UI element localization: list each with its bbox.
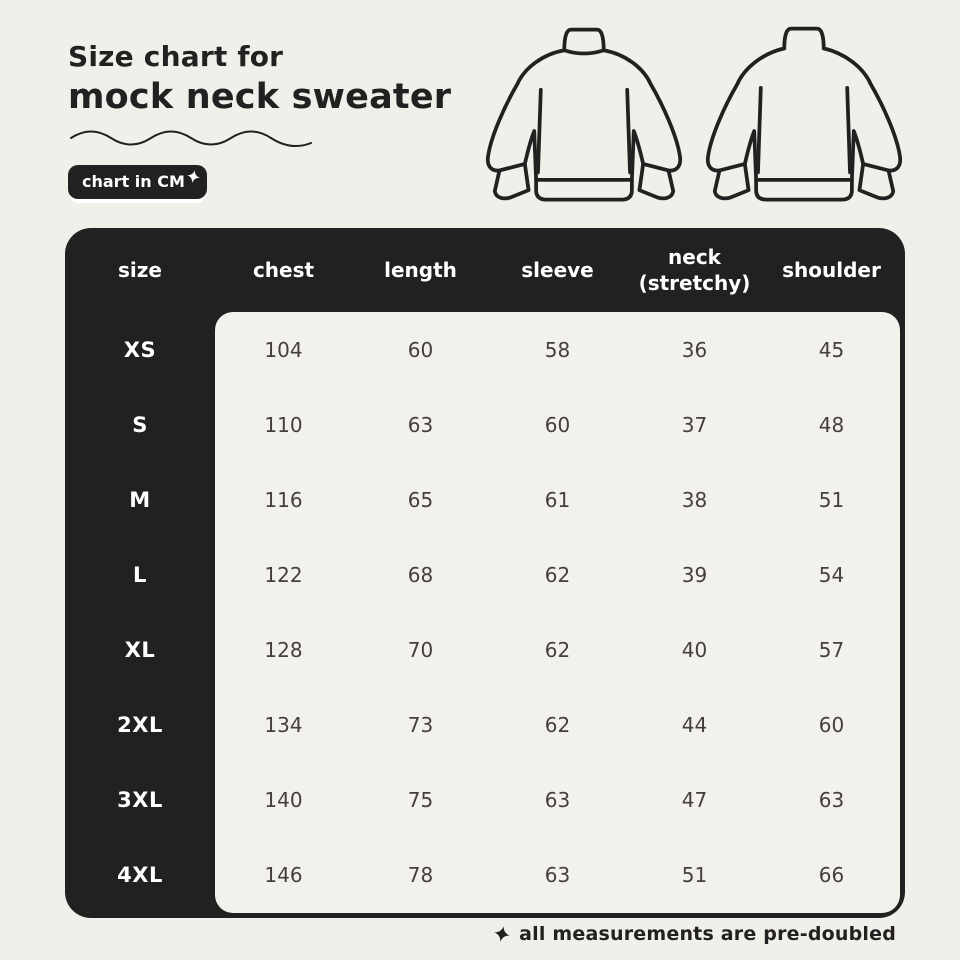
header-neck	[626, 228, 763, 312]
sweater-back-icon	[696, 18, 912, 214]
row-4xl-neck: 51	[681, 863, 708, 888]
row-m-sleeve: 61	[544, 487, 571, 512]
row-xl-neck: 40	[681, 638, 708, 663]
row-3xl-shoulder: 63	[818, 788, 845, 813]
row-xs-shoulder: 45	[818, 337, 845, 362]
header-shoulder-label: shoulder	[782, 258, 881, 282]
squiggle-underline	[68, 122, 318, 148]
header-sleeve	[489, 228, 626, 312]
row-xs-chest: 104	[264, 337, 303, 362]
row-xs-neck: 36	[681, 337, 708, 362]
row-s-size: S	[132, 412, 148, 437]
row-l-neck: 39	[681, 562, 708, 587]
row-3xl-chest: 140	[264, 788, 303, 813]
row-4xl-chest: 146	[264, 863, 303, 888]
header-length	[352, 228, 489, 312]
header-length-label: length	[384, 258, 457, 282]
row-4xl-size: 4XL	[117, 863, 163, 888]
header-size-label: size	[118, 258, 162, 282]
row-2xl-chest: 134	[264, 713, 303, 738]
row-s-shoulder: 48	[818, 412, 845, 437]
row-xl-chest: 128	[264, 638, 303, 663]
sparkle-icon	[493, 925, 512, 944]
row-xl-sleeve: 62	[544, 638, 571, 663]
chart-unit-badge	[68, 165, 207, 199]
row-3xl-neck: 47	[681, 788, 708, 813]
row-l-size: L	[133, 562, 147, 587]
header-neck-label: neck	[668, 245, 721, 269]
row-2xl-size: 2XL	[117, 713, 163, 738]
row-s-chest: 110	[264, 412, 303, 437]
size-table	[65, 228, 905, 918]
row-m-shoulder: 51	[818, 487, 845, 512]
row-2xl-length: 73	[407, 713, 434, 738]
row-s-length: 63	[407, 412, 434, 437]
row-xl-shoulder: 57	[818, 638, 845, 663]
row-xs-sleeve: 58	[544, 337, 571, 362]
row-2xl-neck: 44	[681, 713, 708, 738]
row-xs-length: 60	[407, 337, 434, 362]
row-3xl-sleeve: 63	[544, 788, 571, 813]
header-sleeve-label: sleeve	[521, 258, 594, 282]
sweater-front-icon	[476, 18, 692, 214]
row-l-length: 68	[407, 562, 434, 587]
row-3xl-size: 3XL	[117, 788, 163, 813]
header-neck-sublabel: (stretchy)	[638, 271, 751, 295]
row-m-chest: 116	[264, 487, 303, 512]
row-2xl-sleeve: 62	[544, 713, 571, 738]
sparkle-icon	[186, 169, 201, 184]
row-l-chest: 122	[264, 562, 303, 587]
header-size	[65, 228, 215, 312]
row-l-sleeve: 62	[544, 562, 571, 587]
row-m-neck: 38	[681, 487, 708, 512]
page-title	[68, 40, 451, 117]
row-m-size: M	[129, 487, 151, 512]
row-4xl-shoulder: 66	[818, 863, 845, 888]
title-line-1: Size chart for	[68, 40, 284, 73]
row-2xl-shoulder: 60	[818, 713, 845, 738]
row-xl-size: XL	[124, 638, 156, 663]
row-l-shoulder: 54	[818, 562, 845, 587]
row-m-length: 65	[407, 487, 434, 512]
row-4xl-sleeve: 63	[544, 863, 571, 888]
sweater-illustrations	[476, 18, 912, 214]
footnote	[494, 923, 896, 945]
title-line-2: mock neck sweater	[68, 77, 452, 117]
footnote-text: all measurements are pre-doubled	[519, 923, 896, 945]
row-3xl-length: 75	[407, 788, 434, 813]
row-4xl-length: 78	[407, 863, 434, 888]
row-xl-length: 70	[407, 638, 434, 663]
header-chest	[215, 228, 352, 312]
header-shoulder	[763, 228, 900, 312]
badge-label: chart in CM	[82, 172, 185, 191]
header-chest-label: chest	[252, 258, 315, 282]
row-s-sleeve: 60	[544, 412, 571, 437]
row-xs-size: XS	[123, 337, 157, 362]
row-s-neck: 37	[681, 412, 708, 437]
